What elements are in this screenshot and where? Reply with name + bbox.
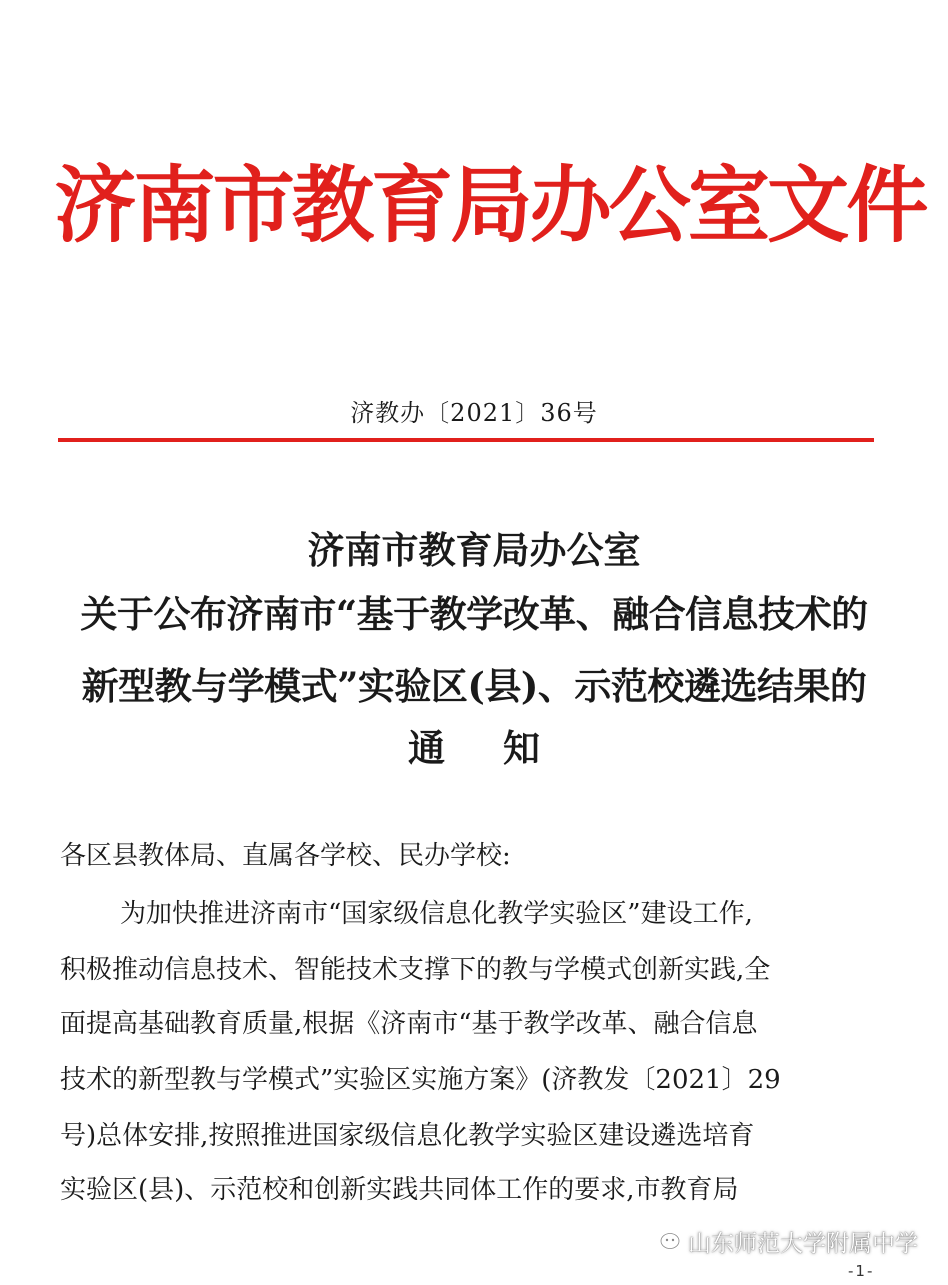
paragraph-line-1: 为加快推进济南市“国家级信息化教学实验区”建设工作, <box>120 899 753 929</box>
title-line-2: 关于公布济南市“基于教学改革、融合信息技术的 <box>80 592 868 636</box>
wechat-watermark <box>648 1222 918 1260</box>
paragraph-line-5: 号)总体安排,按照推进国家级信息化教学实验区建设遴选培育 <box>60 1121 755 1151</box>
document-number: 济教办〔2021〕36号 <box>350 399 598 427</box>
paragraph-line-2: 积极推动信息技术、智能技术支撑下的教与学模式创新实践,全 <box>60 955 771 985</box>
paragraph-line-6: 实验区(县)、示范校和创新实践共同体工作的要求,市教育局 <box>60 1175 739 1205</box>
watermark-text: 山东师范大学附属中学 <box>688 1230 918 1257</box>
wechat-icon <box>648 1223 682 1259</box>
paragraph-line-3: 面提高基础教育质量,根据《济南市“基于教学改革、融合信息 <box>60 1009 758 1039</box>
title-line-1: 济南市教育局办公室 <box>307 528 641 572</box>
paragraph-line-4: 技术的新型教与学模式”实验区实施方案》(济教发〔2021〕29 <box>60 1065 781 1095</box>
title-line-4: 通知 <box>408 726 598 770</box>
red-divider-line <box>58 438 874 442</box>
salutation: 各区县教体局、直属各学校、民办学校: <box>60 841 511 871</box>
page-number: -1- <box>848 1262 875 1280</box>
document-masthead: 济南市教育局办公室文件 <box>54 156 926 254</box>
title-line-3: 新型教与学模式”实验区(县)、示范校遴选结果的 <box>81 664 867 708</box>
